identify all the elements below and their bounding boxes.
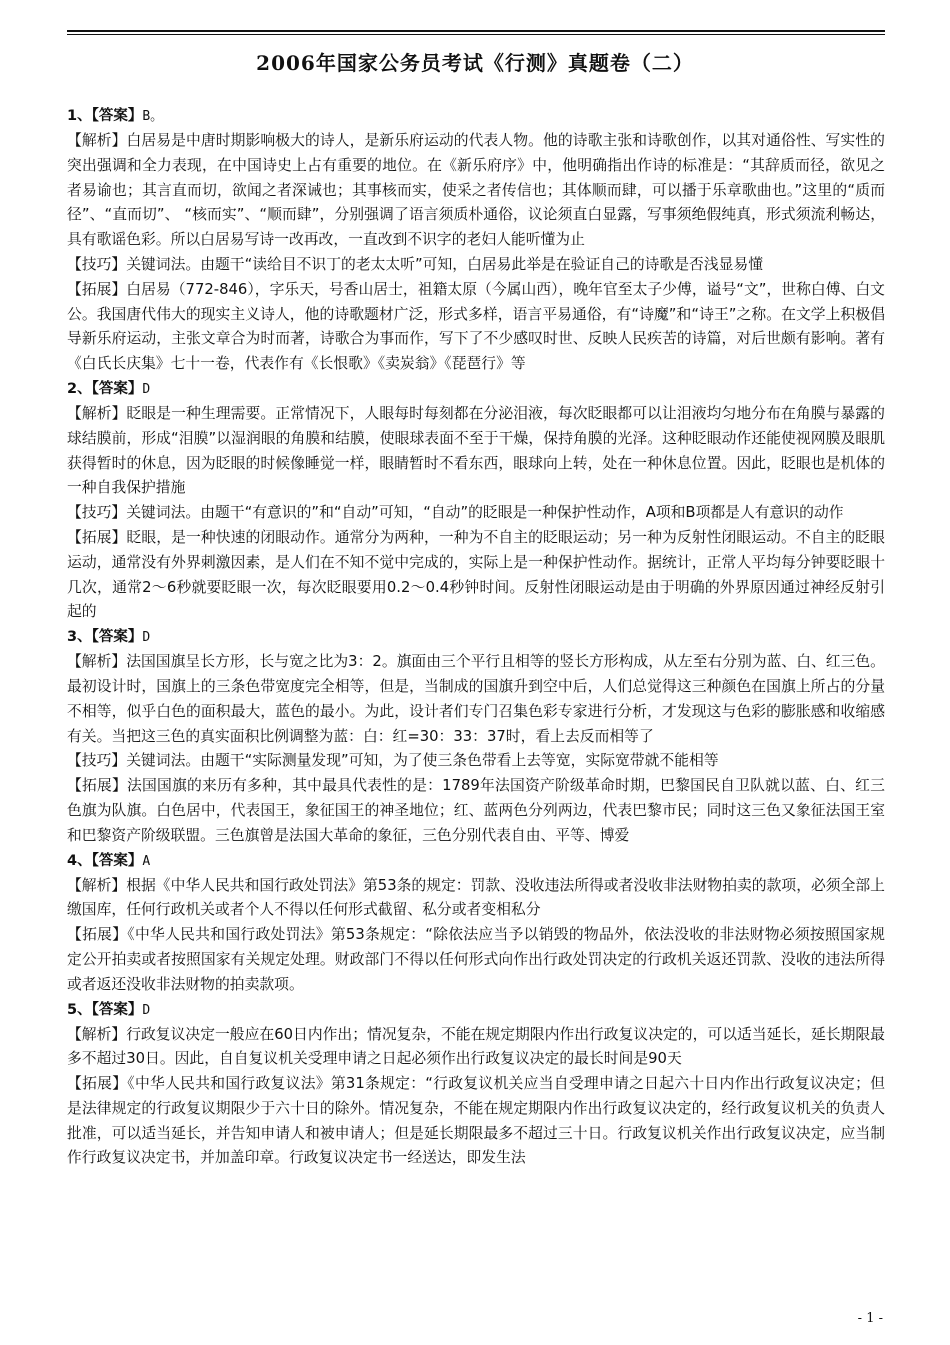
answer-letter: A [142, 853, 151, 869]
extension-paragraph: 【拓展】《中华人民共和国行政复议法》第31条规定：“行政复议机关应当自受理申请之日起六十日内作出行政复议决定；但是法律规定的行政复议期限少于六十日的除外。情况复杂，不能在规定期限内作出行政复议决定的，经行政复议机关的负责人批准，可以适当延长，并告知申请人和被申请人；但是延长期限最多不超过三十日。行政复议机关作出行政复议决定，应当制作行政复议决定书，并加盖印章。行政复议决定书一经送达，即发生法 [67, 1075, 885, 1167]
analysis-paragraph: 【解析】眨眼是一种生理需要。正常情况下，人眼每时每刻都在分泌泪液，每次眨眼都可以让泪液均匀地分布在角膜与暴露的球结膜前，形成“泪膜”以湿润眼的角膜和结膜，使眼球表面不至于干燥，保持角膜的光泽。这种眨眼动作还能使视网膜及眼肌获得暂时的休息，因为眨眼的时候像睡觉一样，眼睛暂时不看东西，眼球向上转，处在一种休息位置。因此，眨眼也是机体的一种自我保护措施 [67, 404, 885, 497]
question-5-head: 5、【答案】D [67, 1001, 151, 1018]
answer-letter: D [142, 630, 151, 646]
header-rule [67, 30, 885, 32]
answer-list [67, 104, 885, 1171]
analysis-paragraph: 【解析】根据《中华人民共和国行政处罚法》第53条的规定：罚款、没收违法所得或者没收非法财物拍卖的款项，必须全部上缴国库，任何行政机关或者个人不得以任何形式截留、私分或者变相私分 [67, 876, 885, 919]
tip-paragraph: 【技巧】关键词法。由题干“读给目不识丁的老太太听”可知，白居易此举是在验证自己的诗歌是否浅显易懂 [67, 255, 764, 273]
page-number: - 1 - [857, 1311, 883, 1326]
question-2-head: 2、【答案】D [67, 380, 151, 397]
question-1-head: 1、【答案】B。 [67, 108, 164, 124]
extension-paragraph: 【拓展】《中华人民共和国行政处罚法》第53条规定：“除依法应当予以销毁的物品外，依法没收的非法财物必须按照国家规定公开拍卖或者按照国家有关规定处理。财政部门不得以任何形式向作出行政处罚决定的行政机关返还罚款、没收的违法所得或者返还没收非法财物的拍卖款项。 [67, 926, 885, 993]
tip-paragraph: 【技巧】关键词法。由题干“实际测量发现”可知，为了使三条色带看上去等宽，实际宽带就不能相等 [67, 752, 719, 770]
analysis-paragraph: 【解析】行政复议决定一般应在60日内作出；情况复杂，不能在规定期限内作出行政复议决定的，可以适当延长，延长期限最多不超过30日。因此，自自复议机关受理申请之日起必须作出行政复议决定的最长时间是90天 [67, 1025, 885, 1068]
page-title: 2006年国家公务员考试《行测》真题卷（二） [256, 51, 694, 75]
analysis-paragraph: 【解析】白居易是中唐时期影响极大的诗人，是新乐府运动的代表人物。他的诗歌主张和诗歌创作，以其对通俗性、写实性的突出强调和全力表现，在中国诗史上占有重要的地位。在《新乐府序》中，他明确指出作诗的标准是：“其辞质而径，欲见之者易谕也；其言直而切，欲闻之者深诫也；其事核而实，使采之者传信也；其体顺而肆，可以播于乐章歌曲也。”这里的“质而径”、“直而切”、 “核而实”、“顺而肆”，分别强调了语言须质朴通俗，议论须直白显露，写事须绝假纯真，形式须流利畅达，具有歌谣色彩。所以白居易写诗一改再改，一直改到不识字的老妇人能听懂为止 [67, 132, 885, 249]
answer-letter: B。 [142, 109, 164, 124]
extension-paragraph: 【拓展】法国国旗的来历有多种，其中最具代表性的是：1789年法国资产阶级革命时期，巴黎国民自卫队就以蓝、白、红三色旗为队旗。白色居中，代表国王，象征国王的神圣地位；红、蓝两色分列两边，代表巴黎市民；同时这三色又象征法国王室和巴黎资产阶级联盟。三色旗曾是法国大革命的象征，三色分别代表自由、平等、博爱 [67, 777, 885, 844]
header-rule-thin [67, 34, 885, 35]
tip-paragraph: 【技巧】关键词法。由题干“有意识的”和“自动”可知，“自动”的眨眼是一种保护性动作，A项和B项都是人有意识的动作 [67, 504, 844, 522]
extension-paragraph: 【拓展】眨眼，是一种快速的闭眼动作。通常分为两种，一种为不自主的眨眼运动；另一种为反射性闭眼运动。不自主的眨眼运动，通常没有外界刺激因素，是人们在不知不觉中完成的，实际上是一种保护性动作。据统计，正常人平均每分钟要眨眼十几次，通常2～6秒就要眨眼一次，每次眨眼要用0.2～0.4秒钟时间。反射性闭眼运动是由于明确的外界原因通过神经反射引起的 [67, 528, 885, 621]
extension-paragraph: 【拓展】白居易（772-846），字乐天，号香山居士，祖籍太原（今属山西），晚年官至太子少傅，谥号“文”，世称白傅、白文公。我国唐代伟大的现实主义诗人，他的诗歌题材广泛，形式多样，语言平易通俗，有“诗魔”和“诗王”之称。在文学上积极倡导新乐府运动，主张文章合为时而著，诗歌合为事而作，写下了不少感叹时世、反映人民疾苦的诗篇，对后世颇有影响。著有《白氏长庆集》七十一卷，代表作有《长恨歌》《卖炭翁》《琵琶行》等 [67, 280, 885, 373]
question-3-head: 3、【答案】D [67, 629, 151, 646]
answer-letter: D [142, 381, 151, 397]
answer-letter: D [142, 1002, 151, 1018]
question-4-head: 4、【答案】A [67, 852, 151, 869]
analysis-paragraph: 【解析】法国国旗呈长方形，长与宽之比为3：2。旗面由三个平行且相等的竖长方形构成，从左至右分别为蓝、白、红三色。最初设计时，国旗上的三条色带宽度完全相等，但是，当制成的国旗升到空中后，人们总觉得这三种颜色在国旗上所占的分量不相等，似乎白色的面积最大，蓝色的最小。为此，设计者们专门召集色彩专家进行分析，才发现这与色彩的膨胀感和收缩感有关。当把这三色的真实面积比例调整为蓝：白：红=30：33：37时，看上去反而相等了 [67, 653, 885, 745]
